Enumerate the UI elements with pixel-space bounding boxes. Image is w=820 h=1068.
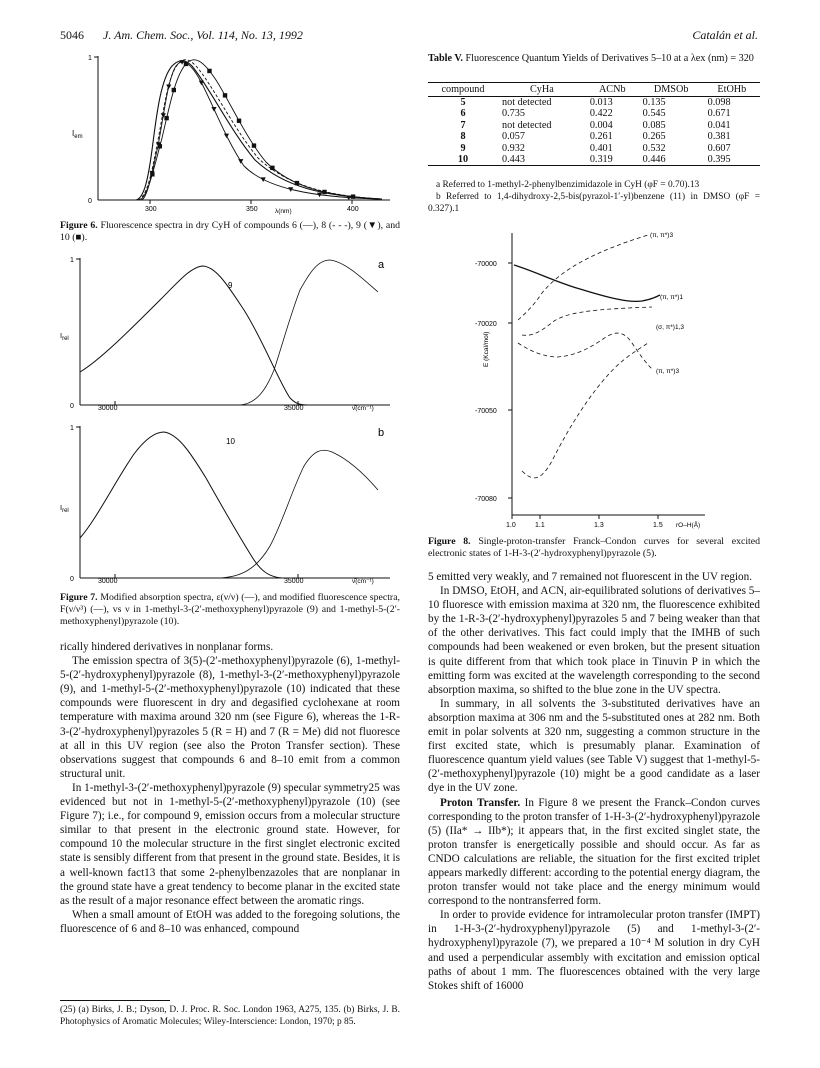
table-cell: 0.319 bbox=[586, 154, 639, 166]
fig6-xtick-300: 300 bbox=[145, 206, 157, 213]
fig7a-xtick-30000: 30000 bbox=[98, 405, 118, 412]
fig6-marker-triangle bbox=[238, 159, 243, 164]
fig7b-y-zero: 0 bbox=[70, 576, 74, 583]
fig8-ytick-70050: -70050 bbox=[475, 408, 497, 415]
right-paragraph-1: 5 emitted very weakly, and 7 remained not fluorescent in the UV region. bbox=[428, 571, 753, 583]
table-5-col-header: CyHa bbox=[498, 83, 586, 97]
fig6-marker-square bbox=[237, 119, 241, 123]
table-5-note-a: a Referred to 1-methyl-2-phenylbenzimidazole in CyH (φF = 0.70).13 bbox=[436, 180, 700, 190]
fig6-marker-square bbox=[184, 62, 188, 66]
table-cell: 0.607 bbox=[707, 142, 731, 154]
table-cell: 8 bbox=[460, 131, 466, 143]
table-row bbox=[428, 154, 760, 166]
fig7b-panel-letter: b bbox=[378, 427, 385, 439]
table-row bbox=[428, 131, 760, 142]
table-cell: 5 bbox=[460, 97, 466, 108]
table-cell: 0.265 bbox=[642, 131, 666, 143]
figure-7a bbox=[60, 250, 400, 415]
fig7b-fluorescence-curve bbox=[220, 450, 378, 578]
table-5-col-header: EtOHb bbox=[704, 83, 760, 97]
table-cell: 0.004 bbox=[589, 119, 613, 131]
fig6-curve-compound-10 bbox=[140, 60, 382, 200]
left-paragraph-2: The emission spectra of 3(5)-(2′-methoxyphenyl)pyrazole (6), 1-methyl-5-(2′-hydroxyphenyl)pyrazole (8), 1-methyl-3-(2′-methoxyphenyl)pyrazole (9), and 1-methyl-5-(2′-methoxyphenyl)pyrazole (10) indicated that these compounds were fluorescent in dry and degasified cyclohexane at room temperature with maxima around 320 nm (see Figure 6), whereas the 1-R-3-(2′-hydroxyphenyl)pyrazoles 5 (R = H) and 7 (R = Me) did not fluoresce at all in this UV region (see also the Proton Transfer section). These observations suggest that compounds 6 and 8–10 emit from a common structural unit. bbox=[60, 655, 400, 780]
right-paragraph-2: In DMSO, EtOH, and ACN, air-equilibrated solutions of derivatives 5–10 fluoresce with emission maxima at 320 nm, the fluorescence exhibited by the 1-R-3-(2′-hydroxyphenyl)pyrazoles 5 and 7 being weaker than that of the other derivatives. This fact could imply that the IMHB of such compounds had been weakened or even broken, but the present situation is quite different from that which took place in Tinuvin P in which the emitting form was excited at the wavelength corresponding to the second absorption maxima, so shifted to the blue zone in the UV spectra. bbox=[428, 585, 760, 696]
fig7a-y-top: 1 bbox=[70, 257, 74, 264]
fig6-ylabel: $I_{em}$ bbox=[72, 129, 83, 140]
fig6-marker-square bbox=[351, 194, 355, 198]
fig6-y-top: 1 bbox=[88, 55, 92, 62]
fig6-marker-square bbox=[207, 69, 211, 73]
fig6-marker-triangle bbox=[261, 177, 266, 182]
fig8-ylabel: E (Kcal/mol) bbox=[483, 331, 490, 367]
fig7a-xtick-35000: 35000 bbox=[284, 405, 304, 412]
fig8-xtick-1.3: 1.3 bbox=[594, 522, 604, 529]
fig6-marker-square bbox=[270, 166, 274, 170]
table-cell: 7 bbox=[460, 119, 466, 131]
fig7b-xtick-30000: 30000 bbox=[98, 578, 118, 585]
table-5-col-header: compound bbox=[428, 83, 498, 97]
right-paragraph-4: Proton Transfer. In Figure 8 we present the Franck–Condon curves corresponding to the proton transfer of 1-H-3-(2′-hydroxyphenyl)pyrazole (5) (IIa* → IIb*); it appears that, in the first excited singlet state, the proton transfer is energetically possible and should occur. As far as CNDO calculations are reliable, the situation for the first excited triplet appears markedly different: according to the potential energy diagram, the proton transfer would not take place and the energy minimum would correspond to the nontransferred form. bbox=[428, 796, 760, 908]
fig7a-ylabel: $I_{rel}$ bbox=[60, 331, 69, 342]
table-cell: 0.085 bbox=[642, 119, 666, 131]
table-row bbox=[428, 120, 760, 131]
fig7a-absorption-curve bbox=[80, 266, 308, 405]
fig6-marker-square bbox=[150, 172, 154, 176]
fig8-label-sigma-pi-13: (σ, π*)1,3 bbox=[656, 324, 685, 331]
section-heading-proton-transfer: Proton Transfer. bbox=[440, 796, 521, 809]
table-cell: 0.041 bbox=[707, 119, 731, 131]
right-paragraph-3: In summary, in all solvents the 3-substituted derivatives have an absorption maxima at 306 nm and the 5-substituted ones at 282 nm. Both emit in polar solvents at 320 nm, suggesting a common structure in the first excited state, which is presumably planar. Examination of fluorescence quantum yield values (see Table V) suggest that 1-methyl-5-(2′-methoxyphenyl)pyrazole (10) might be a good candidate as a laser dye in the UV zone. bbox=[428, 697, 760, 795]
figure-6-plot bbox=[60, 50, 400, 220]
table-cell: 0.381 bbox=[707, 131, 731, 143]
left-column-text bbox=[60, 640, 400, 936]
table-cell: not detected bbox=[502, 97, 552, 108]
table-cell: 9 bbox=[460, 142, 466, 154]
fig6-marker-square bbox=[252, 143, 256, 147]
fig8-curve-pi-pi-triplet-lower bbox=[518, 333, 652, 369]
fig6-curve-compound-8 bbox=[138, 60, 382, 200]
fig6-xtick-350: 350 bbox=[246, 206, 258, 213]
fig6-marker-square bbox=[164, 116, 168, 120]
fig6-y-zero: 0 bbox=[88, 198, 92, 205]
fig6-marker-square bbox=[322, 190, 326, 194]
table-cell: 0.443 bbox=[498, 154, 586, 166]
table-cell: 0.735 bbox=[502, 108, 525, 120]
fig7a-fluorescence-curve bbox=[240, 260, 378, 405]
fig8-ytick-70000: -70000 bbox=[475, 261, 497, 268]
table-cell: 0.135 bbox=[642, 97, 666, 108]
table-5-note-b: b Referred to 1,4-dihydroxy-2,5-bis(pyrazol-1′-yl)benzene (11) in DMSO (φF = 0.327).1 bbox=[428, 192, 760, 214]
fig6-curve-compound-9 bbox=[142, 62, 378, 200]
fig6-marker-triangle bbox=[199, 81, 204, 86]
fig6-marker-square bbox=[172, 88, 176, 92]
figure-6-caption: Figure 6. Fluorescence spectra in dry CyH of compounds 6 (—), 8 (- - -), 9 (▼), and 10 (■). bbox=[60, 220, 401, 244]
table-cell: 0.013 bbox=[589, 97, 613, 108]
fig8-label-pi-pi-3-lower: (π, π*)3 bbox=[656, 368, 680, 375]
table-cell: 0.401 bbox=[589, 142, 613, 154]
table-5-title: Table V. Fluorescence Quantum Yields of Derivatives 5–10 at a λex (nm) = 320 bbox=[428, 53, 754, 64]
right-column-text bbox=[428, 570, 760, 993]
table-cell: 0.098 bbox=[707, 97, 731, 108]
table-5-col-header: ACNb bbox=[586, 83, 639, 97]
table-5-col-header: DMSOb bbox=[639, 83, 704, 97]
fig8-xlabel: rO–H(Å) bbox=[676, 522, 701, 529]
fig8-curve-pi-pi-singlet bbox=[514, 265, 660, 301]
journal-citation: J. Am. Chem. Soc., Vol. 114, No. 13, 1992 bbox=[103, 28, 303, 42]
figure-8-caption: Figure 8. Single-proton-transfer Franck–Condon curves for several excited electronic states of 1-H-3-(2′-hydroxyphenyl)pyrazole (5). bbox=[428, 536, 761, 560]
table-row bbox=[428, 108, 760, 119]
fig8-xtick-1.5: 1.5 bbox=[653, 522, 663, 529]
fig8-label-pi-pi-3-upper: (π, π*)3 bbox=[650, 232, 674, 239]
table-cell: 0.446 bbox=[639, 154, 704, 166]
fig6-marker-triangle bbox=[166, 85, 171, 90]
table-cell: 0.422 bbox=[589, 108, 613, 120]
table-cell: 0.532 bbox=[642, 142, 666, 154]
figure-6 bbox=[60, 50, 400, 220]
table-cell: 0.671 bbox=[707, 108, 731, 120]
table-cell: 6 bbox=[460, 108, 466, 120]
fig8-curve-sigma-pi bbox=[522, 307, 652, 335]
fig7b-xtick-35000: 35000 bbox=[284, 578, 304, 585]
figure-7a-plot bbox=[60, 250, 400, 415]
figure-8-plot bbox=[430, 225, 760, 535]
fig8-ytick-70080: -70080 bbox=[475, 496, 497, 503]
fig8-curve-proton-transfer-lower bbox=[522, 343, 648, 478]
fig6-marker-square bbox=[158, 144, 162, 148]
left-paragraph-4: When a small amount of EtOH was added to the foregoing solutions, the fluorescence of 6 and 8–10 was enhanced, compound bbox=[60, 908, 400, 935]
fig7b-absorption-curve bbox=[80, 432, 282, 578]
footnote-25: (25) (a) Birks, J. B.; Dyson, D. J. Proc. R. Soc. London 1963, A275, 135. (b) Birks, J. B. Photophysics of Aromatic Molecules; Wiley-Interscience: London, 1970; p 85. bbox=[60, 1005, 400, 1027]
fig6-marker-triangle bbox=[224, 134, 229, 139]
table-cell: 0.395 bbox=[704, 154, 760, 166]
fig7b-compound-label: 10 bbox=[226, 437, 235, 446]
running-authors: Catalán et al. bbox=[692, 28, 758, 42]
table-5 bbox=[428, 82, 760, 166]
fig6-marker-square bbox=[223, 93, 227, 97]
figure-8 bbox=[430, 225, 760, 535]
table-cell: 0.261 bbox=[589, 131, 613, 143]
page-number: 5046 bbox=[60, 28, 84, 42]
fig7b-xlabel: ν̄(cm⁻¹) bbox=[352, 578, 374, 585]
fig6-marker-triangle bbox=[211, 107, 216, 112]
footnote-rule bbox=[60, 1000, 170, 1001]
fig7a-xlabel: ν̄(cm⁻¹) bbox=[352, 405, 374, 412]
table-cell: 0.057 bbox=[502, 131, 525, 143]
fig7a-y-zero: 0 bbox=[70, 403, 74, 410]
fig8-xtick-1.0: 1.0 bbox=[506, 522, 516, 529]
table-cell: 10 bbox=[428, 154, 498, 166]
fig7b-y-top: 1 bbox=[70, 425, 74, 432]
figure-7b bbox=[60, 420, 400, 590]
table-cell: 0.545 bbox=[642, 108, 666, 120]
fig8-xtick-1.1: 1.1 bbox=[535, 522, 545, 529]
left-paragraph-3: In 1-methyl-3-(2′-methoxyphenyl)pyrazole (9) specular symmetry25 was evidenced but not in 1-methyl-5-(2′-methoxyphenyl)pyrazole (10) (see Figure 7); i.e., for compound 9, emission occurs from a molecular structure similar to that present in the electronic ground state. However, for compound 10 the molecular structure in the first singlet electronic excited state is sensibly different from that present in the ground state. Besides, it is a well-known fact13 that some 2-phenylbenzazoles that are nonplanar in the ground state have a great tendency to become planar in the excited state as the result of a major resonance effect between the aromatic rings. bbox=[60, 781, 400, 907]
table-row bbox=[428, 97, 760, 109]
table-row bbox=[428, 143, 760, 154]
fig7b-ylabel: $I_{rel}$ bbox=[60, 503, 69, 514]
right-paragraph-5: In order to provide evidence for intramolecular proton transfer (IMPT) in 1-H-3-(2′-hydroxyphenyl)pyrazole (5) and 1-methyl-3-(2′-hydroxyphenyl)pyrazole (7), we prepared a 10⁻⁴ M solution in dry CyH and used a perpendicular assembly with excitation and emission optical paths of about 1 mm. The fluorescences obtained with the very large Stokes shift of 16000 bbox=[428, 909, 760, 992]
figure-7-caption: Figure 7. Modified absorption spectra, ε(ν/ν) (—), and modified fluorescence spectra, F(ν/ν³) (—), vs ν in 1-methyl-3-(2′-methoxyphenyl)pyrazole (9) and 1-methyl-5-(2′-methoxyphenyl)pyrazole (10). bbox=[60, 592, 400, 628]
left-paragraph-1: rically hindered derivatives in nonplanar forms. bbox=[60, 641, 274, 653]
fig6-xlabel: λ(nm) bbox=[275, 208, 292, 215]
fig6-marker-square bbox=[295, 181, 299, 185]
fig6-curve-compound-6 bbox=[136, 61, 380, 200]
table-5-header-row bbox=[428, 83, 760, 97]
fig7a-compound-label: 9 bbox=[228, 281, 233, 290]
fig7a-panel-letter: a bbox=[378, 259, 385, 271]
table-cell: 0.932 bbox=[502, 142, 525, 154]
fig8-ytick-70020: -70020 bbox=[475, 321, 497, 328]
fig8-curve-pi-pi-triplet-upper bbox=[518, 235, 648, 320]
fig8-label-pi-pi-1: (π, π*)1 bbox=[660, 294, 684, 301]
table-cell: not detected bbox=[502, 119, 552, 131]
figure-7b-plot bbox=[60, 420, 400, 590]
fig6-xtick-400: 400 bbox=[347, 206, 359, 213]
